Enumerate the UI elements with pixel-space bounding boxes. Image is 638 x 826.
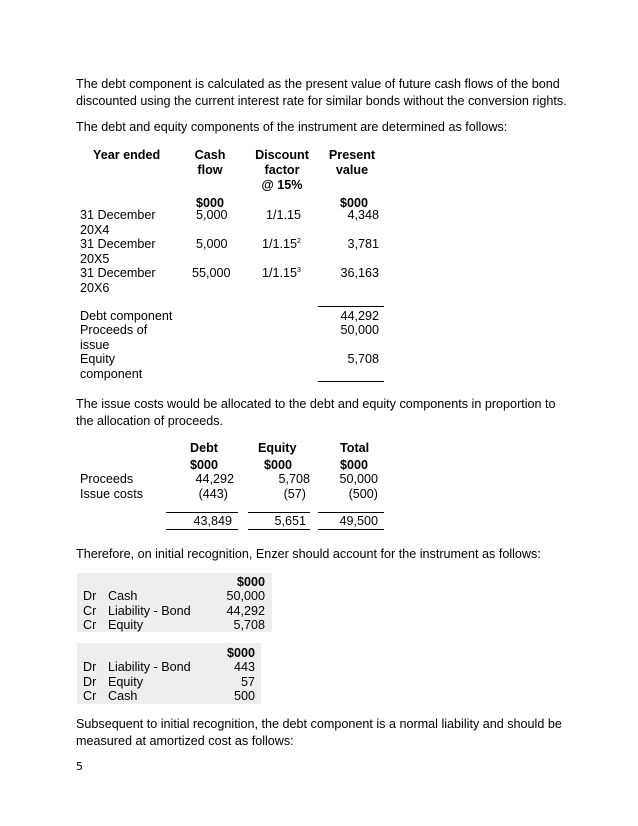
row-2-cash-flow: 5,000 [196,237,228,251]
journal-2-row-1-account: Liability - Bond [108,660,191,674]
header-cash-flow-2: flow [197,163,223,177]
recognition-paragraph: Therefore, on initial recognition, Enzer should account for the instrument as follows: [76,547,541,561]
totals-total: 49,500 [339,514,378,528]
proceeds-row-total: 50,000 [339,472,378,486]
row-1-year-line-1: 31 December [80,208,156,222]
header-present-value-2: value [335,163,369,177]
proceeds-row-label: Proceeds [80,472,134,486]
journal-1-row-3-amount: 5,708 [233,618,265,632]
journal-1-row-2-account: Liability - Bond [108,604,191,618]
journal-2-unit: $000 [226,646,255,660]
intro-paragraph-1: The debt component is calculated as the present value of future cash flows of the bond discounted using the current interest rate for similar bonds without the conversion rights. [76,77,567,108]
journal-entry-2 [77,643,261,704]
journal-2-row-3-amount: 500 [233,689,255,703]
header-year-ended: Year ended [93,148,161,162]
issue-costs-row-debt: (443) [198,487,228,501]
issue-costs-row-total: (500) [348,487,378,501]
journal-1-row-1-drcr: Dr [83,589,97,603]
journal-1-row-1-account: Cash [108,589,138,603]
row-3-discount-factor: 1/1.15$^3$ [262,266,301,280]
journal-2-row-2-drcr: Dr [83,675,97,689]
row-3-present-value: 36,163 [340,266,379,280]
unit-debt: $000 [190,458,219,472]
total-rule [318,381,384,382]
proceeds-label-line-1: Proceeds of [80,323,148,337]
journal-2-row-2-account: Equity [108,675,144,689]
journal-entry-1 [77,573,272,632]
unit-equity: $000 [264,458,293,472]
subsequent-measurement-paragraph: Subsequent to initial recognition, the debt component is a normal liability and should be measured at amortized cost as follows: [76,717,562,748]
equity-rule-top [248,512,310,513]
totals-debt: 43,849 [193,514,232,528]
issue-costs-row-equity: (57) [283,487,306,501]
proceeds-label-line-2: issue [80,338,110,352]
header-cash-flow-1: Cash [194,148,226,162]
row-2-year-line-2: 20X5 [80,252,110,266]
equity-component-value: 5,708 [347,352,379,366]
row-2-year-line-1: 31 December [80,237,156,251]
header-discount-1: Discount [255,148,309,162]
row-1-cash-flow: 5,000 [196,208,228,222]
issue-costs-paragraph: The issue costs would be allocated to the debt and equity components in proportion to the allocation of proceeds. [76,397,556,428]
row-1-year-line-2: 20X4 [80,223,110,237]
intro-paragraph-2: The debt and equity components of the instrument are determined as follows: [76,120,508,134]
header-discount-2: factor [264,163,300,177]
unit-present-value: $000 [340,196,369,210]
equity-component-label-line-1: Equity [80,352,116,366]
header-discount-3: @ 15% [261,178,303,192]
header-debt: Debt [190,441,218,455]
page-number: 5 [76,760,83,773]
debt-rule-bottom [166,529,238,530]
equity-component-label-line-2: component [80,367,143,381]
row-1-discount-factor: 1/1.15 [266,208,302,222]
debt-component-label: Debt component [80,309,173,323]
equity-rule-bottom [248,529,310,530]
unit-total: $000 [340,458,369,472]
subtotal-rule [318,306,384,307]
unit-cash-flow: $000 [196,196,225,210]
journal-2-row-3-drcr: Cr [83,689,97,703]
journal-1-row-1-amount: 50,000 [226,589,265,603]
journal-2-row-1-drcr: Dr [83,660,97,674]
row-3-year-line-2: 20X6 [80,281,110,295]
total-rule-bottom [318,529,384,530]
debt-rule-top [166,512,238,513]
total-rule-top [318,512,384,513]
row-3-cash-flow: 55,000 [192,266,231,280]
row-2-present-value: 3,781 [347,237,379,251]
journal-1-row-2-amount: 44,292 [226,604,265,618]
journal-1-row-2-drcr: Cr [83,604,97,618]
journal-2-row-1-amount: 443 [233,660,255,674]
row-2-discount-factor: 1/1.15$^2$ [262,237,301,251]
row-1-present-value: 4,348 [347,208,379,222]
header-present-value-1: Present [328,148,376,162]
header-equity: Equity [258,441,297,455]
journal-2-row-3-account: Cash [108,689,138,703]
debt-component-value: 44,292 [340,309,379,323]
row-3-year-line-1: 31 December [80,266,156,280]
proceeds-value: 50,000 [340,323,379,337]
proceeds-row-debt: 44,292 [195,472,234,486]
proceeds-row-equity: 5,708 [278,472,310,486]
journal-1-row-3-account: Equity [108,618,144,632]
issue-costs-row-label: Issue costs [80,487,143,501]
journal-1-unit: $000 [236,575,265,589]
journal-2-row-2-amount: 57 [240,675,255,689]
totals-equity: 5,651 [274,514,306,528]
header-total: Total [340,441,370,455]
journal-1-row-3-drcr: Cr [83,618,97,632]
